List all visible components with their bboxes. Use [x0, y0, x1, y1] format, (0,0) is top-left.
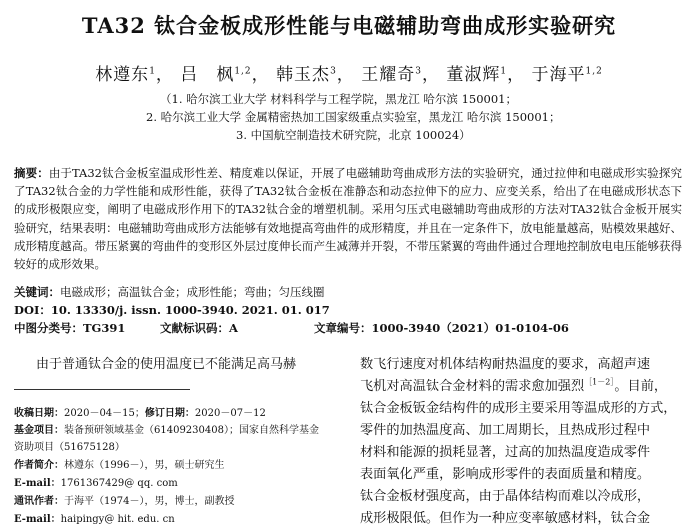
- fund-line1: 装备预研领域基金（61409230408）；国家自然科学基金: [64, 425, 319, 436]
- abstract: [14, 164, 682, 273]
- affiliation-2: 2. 哈尔滨工业大学 金属精密热加工国家级重点实验室，黑龙江 哈尔滨 150001；: [146, 110, 561, 124]
- corr-label: 通讯作者：: [14, 496, 64, 507]
- author-list: 林遵东$^1$， 吕 枫$^{1,2}$， 韩玉杰$^3$， 王耀奇$^3$， 董淑辉$^1$， 于海平$^{1,2}$: [95, 65, 603, 85]
- article-number: [314, 320, 569, 336]
- body-line: 钛合金板钣金结构件的成形主要采用等温成形的方式，: [360, 401, 677, 416]
- email-2: [14, 510, 175, 525]
- bio-label: 作者简介：: [14, 460, 64, 471]
- email1-label: E-mail：: [14, 478, 61, 489]
- keywords: [14, 284, 325, 300]
- document-code: [160, 320, 238, 336]
- author-name: 林遵东: [95, 65, 150, 85]
- affiliation-3: 3. 中国航空制造技术研究院，北京 100024）: [236, 128, 471, 142]
- clc-value: TG391: [83, 321, 126, 335]
- doc-value: A: [229, 321, 238, 335]
- corr-value: 于海平（1974－），男，博士，副教授: [64, 496, 235, 507]
- bio-value: 林遵东（1996－），男，硕士研究生: [64, 460, 225, 471]
- author-sup: 1: [149, 66, 156, 77]
- doc-label: 文献标识码：: [160, 321, 229, 335]
- doi: [14, 302, 330, 318]
- body-line-tail: 。目前，: [614, 379, 668, 394]
- fund-line2: 资助项目（51675128）: [14, 442, 125, 453]
- fund-project: [14, 421, 319, 436]
- author-name: 于海平: [531, 65, 586, 85]
- email2-label: E-mail：: [14, 514, 61, 525]
- body-line: [360, 375, 696, 394]
- fund-label: 基金项目：: [14, 425, 64, 436]
- revised-value: 2020－07－12: [194, 408, 266, 419]
- email2-value: haipingy@ hit. edu. cn: [60, 514, 175, 525]
- clc-number: [14, 320, 125, 336]
- author-sup: 3: [415, 66, 422, 77]
- author-sup: 3: [330, 66, 337, 77]
- body-line: 数飞行速度对机体结构耐热温度的要求，高超声速: [360, 357, 651, 372]
- author-sup: 1: [500, 66, 508, 77]
- citation: ［1－2］: [584, 377, 615, 387]
- paper-title: TA32 钛合金板成形性能与电磁辅助弯曲成形实验研究: [81, 13, 617, 38]
- doi-label: DOI：: [14, 303, 51, 317]
- corresponding-author: [14, 492, 234, 507]
- affiliation-1: （1. 哈尔滨工业大学 材料科学与工程学院，黑龙江 哈尔滨 150001；: [160, 92, 517, 106]
- email-1: [14, 474, 178, 489]
- abstract-text: 由于TA32钛合金板室温成形性差、精度难以保证，开展了电磁辅助弯曲成形方法的实验研究，通过拉伸和电磁成形实验探究了TA32钛合金的力学性能和成形性能，获得了TA32钛合金板在准静态和动态拉伸下的应力、应变关系，给出了在电磁成形状态下的成形极限应变，阐明了电磁成形作用下的TA32钛合金的增塑机制。采用匀压式电磁辅助弯曲成形的方法对TA32钛合金板开展实验研究，结果表明：电磁辅助弯曲成形方法能够有效地提高弯曲件的成形精度，并且在一定条件下，放电能量越高，贴模效果越好、成形精度越高。带压紧翼的弯曲件的变形区外层过度伸长而产生减薄并开裂，不带压紧翼的弯曲件通过合理地控制放电电压能够获得较好的成形效果。: [14, 166, 683, 272]
- body-line: 成形极限低。但作为一种应变率敏感材料，钛合金: [360, 511, 651, 526]
- keywords-text: 电磁成形；高温钛合金；成形性能；弯曲；匀压线圈: [60, 285, 325, 299]
- received-label: 收稿日期：: [14, 408, 64, 419]
- received-value: 2020－04－15；: [64, 408, 145, 419]
- doi-text: 10. 13330/j. issn. 1000-3940. 2021. 01. 017: [50, 303, 330, 317]
- body-line: 零件的加热温度高、加工周期长，且热成形过程中: [360, 423, 651, 438]
- clc-label: 中图分类号：: [14, 321, 83, 335]
- body-line-text: 飞机对高温钛合金材料的需求愈加强烈: [360, 379, 585, 394]
- author-name: 韩玉杰: [276, 65, 331, 85]
- received-date: [14, 404, 266, 419]
- body-line: 表面氧化严重，影响成形零件的表面质量和精度。: [360, 467, 651, 482]
- intro-text: 由于普通钛合金的使用温度已不能满足高马赫: [36, 357, 297, 372]
- footnote-rule: [14, 389, 190, 390]
- abstract-label: 摘要：: [14, 166, 49, 180]
- author-name: 王耀奇: [361, 65, 416, 85]
- body-line: 钛合金板材强度高，由于晶体结构而难以冷成形，: [360, 489, 651, 504]
- author-name: 吕 枫: [180, 65, 235, 85]
- keywords-label: 关键词：: [14, 285, 60, 299]
- email1-value: 1761367429@ qq. com: [60, 478, 178, 489]
- author-name: 董淑辉: [446, 65, 501, 85]
- author-sup: 1,2: [585, 66, 603, 77]
- body-line: 材料和能源的损耗显著，过高的加热温度造成零件: [360, 445, 651, 460]
- article-label: 文章编号：: [314, 321, 372, 335]
- revised-label: 修订日期：: [144, 408, 195, 419]
- article-value: 1000-3940（2021）01-0104-06: [371, 321, 569, 335]
- author-sup: 1,2: [234, 66, 252, 77]
- author-bio: [14, 456, 224, 471]
